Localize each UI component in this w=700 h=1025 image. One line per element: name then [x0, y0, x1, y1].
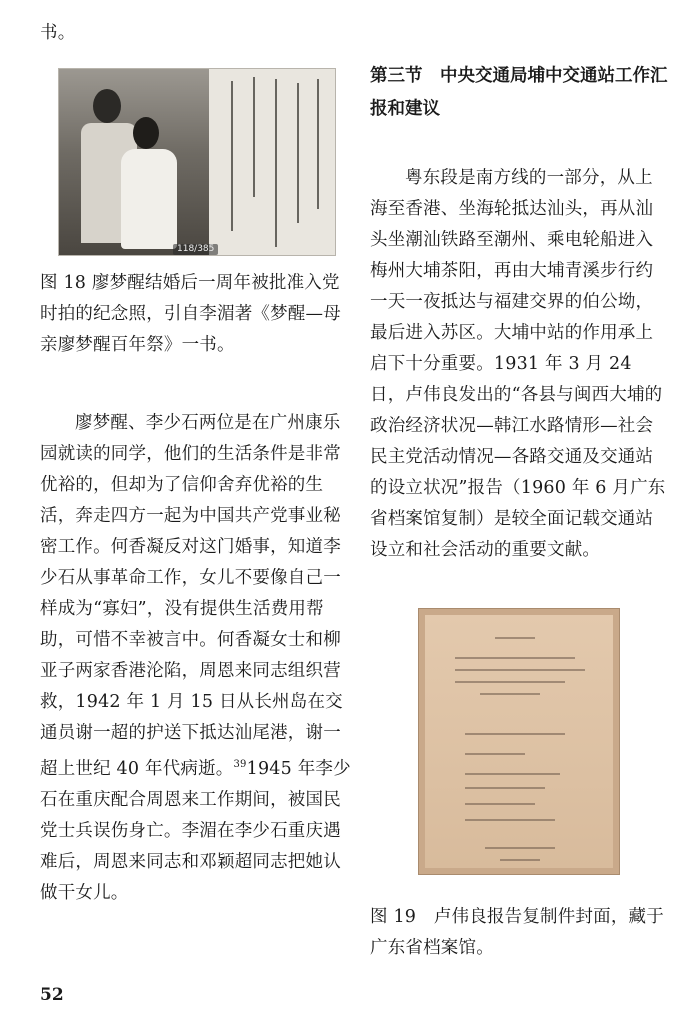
image-counter: 118/385: [173, 244, 218, 255]
right-paragraph: 粤东段是南方线的一部分，从上海至香港、坐海轮抵达汕头，再从汕头坐潮汕铁路至潮州、乘电轮船进入梅州大埔茶阳，再由大埔青溪步行约一天一夜抵达与福建交界的伯公坳，最后进入苏区。大埔中站的作用承上启下十分重要。1931 年 3 月 24 日，卢伟良发出的“各县与闽西大埔的政治经济状况—韩江水路情形—社会民主党活动情况—各路交通及交通站的设立状况”报告（1960 年 6 月广东省档案馆复制）是较全面记载交通站设立和社会活动的重要文献。: [370, 168, 666, 560]
handwritten-note: [209, 69, 335, 255]
section-heading: 第三节 中央交通局埔中交通站工作汇报和建议: [370, 66, 668, 119]
top-fragment: 书。: [40, 23, 76, 43]
couple-photo: [59, 69, 209, 255]
page-number: 52: [40, 985, 64, 1005]
wedding-photo-figure: [58, 68, 336, 256]
footnote-ref: 39: [233, 759, 247, 770]
caption-fig19: 图 19 卢伟良报告复制件封面，藏于广东省档案馆。: [370, 907, 664, 958]
left-body-text: [40, 408, 352, 909]
right-body-text: [370, 163, 666, 566]
report-cover-image: [418, 608, 620, 875]
left-paragraph: 廖梦醒、李少石两位是在广州康乐园就读的同学，他们的生活条件是非常优裕的，但却为了信仰舍弃优裕的生活，奔走四方一起为中国共产党事业秘密工作。何香凝反对这门婚事，知道李少石从事革命工作，女儿不要像自己一样成为“寡妇”，没有提供生活费用帮助，可惜不幸被言中。何香凝女士和柳亚子两家香港沦陷，周恩来同志组织营救，1942 年 1 月 15 日从长州岛在交通员谢一超的护送下抵达汕尾港，谢一超上世纪 40 年代病逝。: [40, 413, 343, 779]
left-paragraph-cont: 1945 年李少石在重庆配合周恩来工作期间，被国民党士兵误伤身亡。李湄在李少石重庆遇难后，周恩来同志和邓颖超同志把她认做干女儿。: [40, 758, 351, 903]
caption-fig18: 图 18 廖梦醒结婚后一周年被批准入党时拍的纪念照，引自李湄著《梦醒—母亲廖梦醒百年祭》一书。: [40, 273, 341, 355]
